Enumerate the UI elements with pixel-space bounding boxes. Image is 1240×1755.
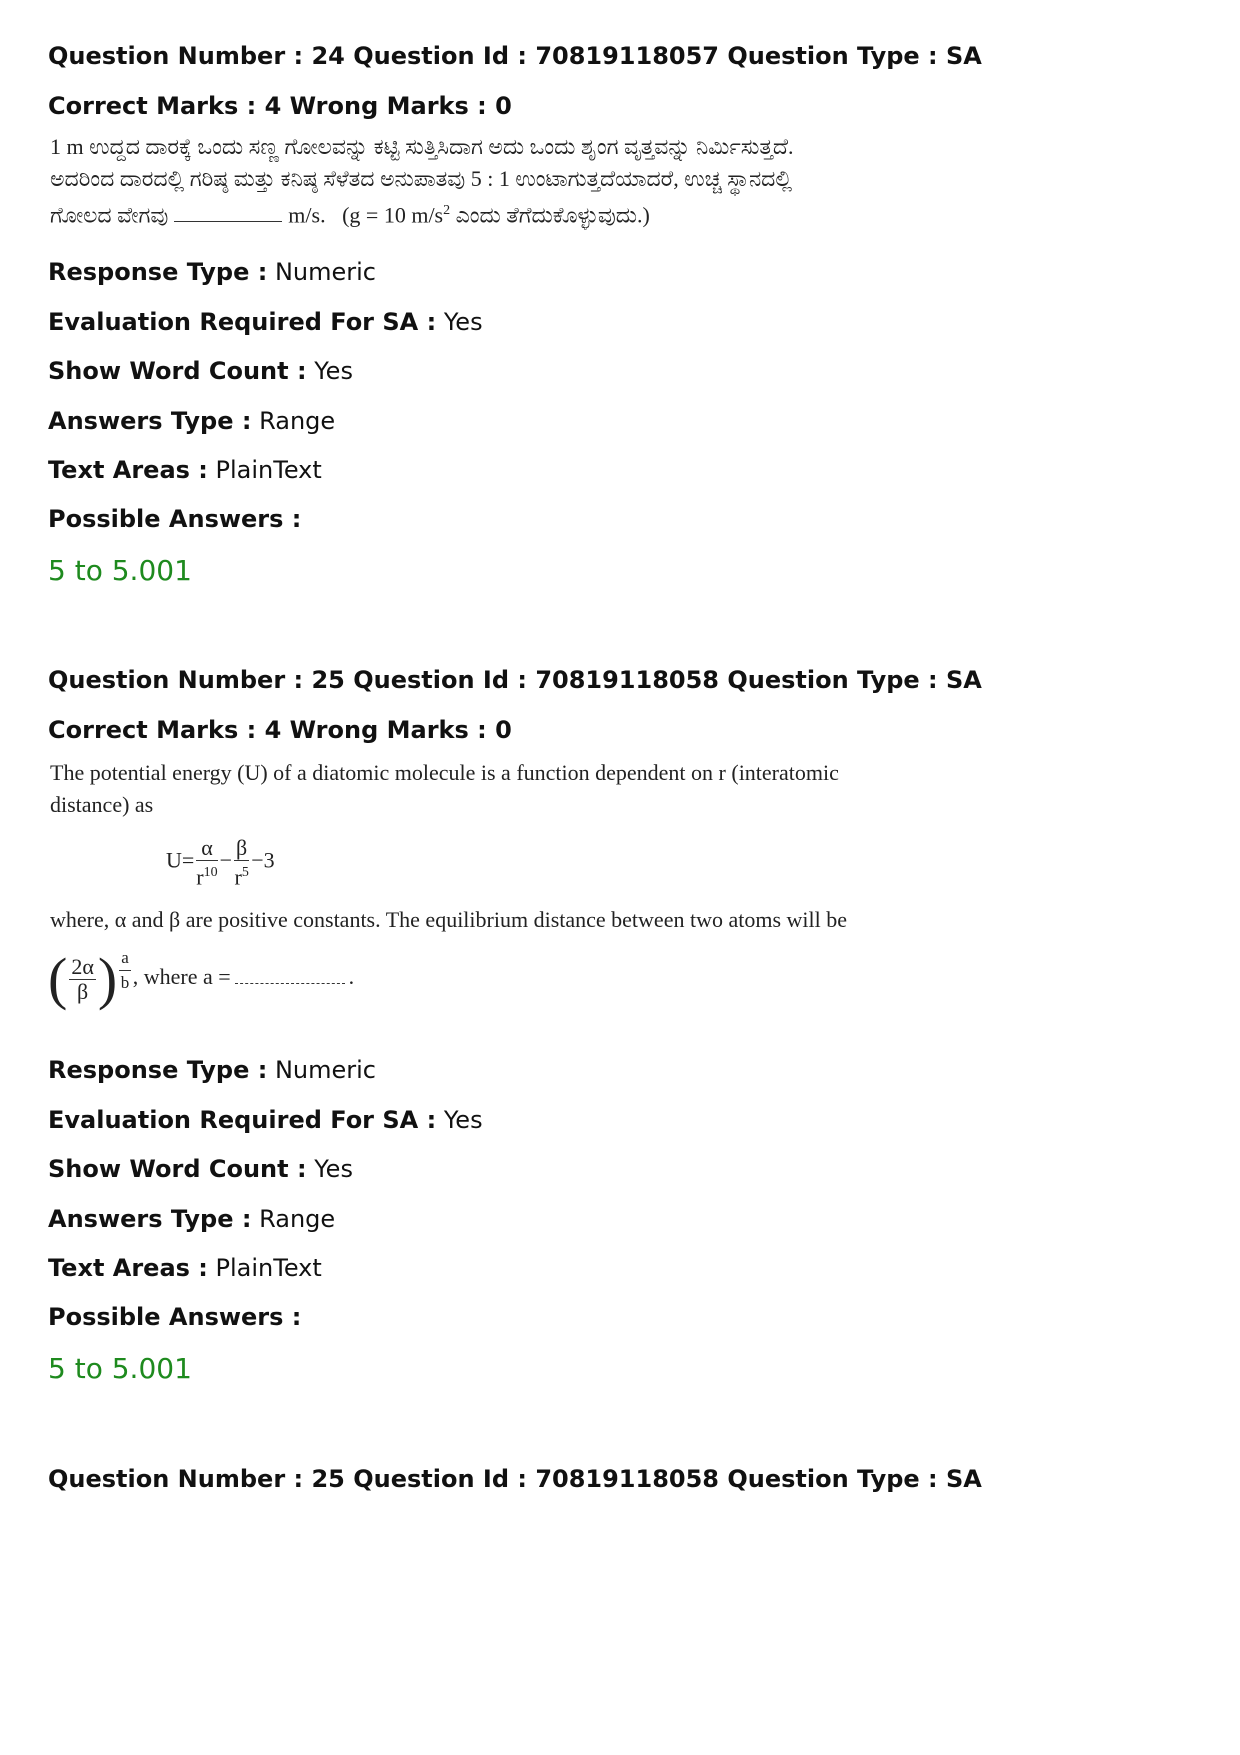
q25-response-type	[48, 1056, 376, 1084]
eq2-fraction	[69, 955, 96, 1004]
question-24-unit: m/s.	[288, 202, 326, 228]
eq-r-exp: 5	[241, 865, 249, 880]
field-value: Numeric	[274, 258, 376, 286]
question-25-line-1: The potential energy (U) of a diatomic molecule is a function dependent on r (interatomic	[50, 760, 839, 785]
field-value: Range	[259, 407, 336, 435]
equilibrium-distance-expression	[48, 946, 355, 1011]
q24-possible-answers	[48, 505, 301, 533]
question-24-line-3	[50, 195, 794, 231]
right-paren: )	[97, 946, 118, 1011]
eq2-exp-num: a	[119, 946, 131, 971]
q24-evaluation-required	[48, 308, 483, 336]
question-25-line-3: where, α and β are positive constants. The equilibrium distance between two atoms will be	[50, 907, 847, 932]
q25-possible-answers	[48, 1303, 301, 1331]
field-value: PlainText	[215, 456, 322, 484]
eq-fraction-alpha	[196, 836, 217, 889]
eq-den-r5	[234, 861, 249, 889]
field-label: Answers Type :	[48, 407, 252, 435]
eq-tail: −3	[251, 847, 275, 873]
question-25b-header: Question Number : 25 Question Id : 70819118058 Question Type : SA	[48, 1465, 982, 1493]
q24-response-type	[48, 258, 376, 286]
potential-energy-equation	[166, 836, 275, 889]
q24-text-areas	[48, 456, 322, 484]
q25-answer: 5 to 5.001	[48, 1352, 192, 1385]
field-value: Yes	[443, 1106, 483, 1134]
eq-r: r	[196, 864, 204, 890]
field-label: Possible Answers :	[48, 1303, 302, 1331]
eq2-den: β	[76, 978, 89, 1004]
q25-answers-type	[48, 1205, 335, 1233]
field-label: Show Word Count :	[48, 1155, 307, 1183]
eq-lhs: U=	[166, 847, 195, 873]
question-24-line-3d: ಎಂದು ತೆಗೆದುಕೊಳ್ಳುವುದು.)	[450, 202, 650, 228]
question-25-text-2	[50, 904, 847, 936]
q24-answer: 5 to 5.001	[48, 554, 192, 587]
eq2-exponent	[119, 946, 131, 995]
left-paren: (	[48, 946, 68, 1011]
question-24-line-3a: ಗೋಲದ ವೇಗವು	[50, 202, 169, 228]
field-label: Response Type :	[48, 1056, 268, 1084]
eq-r-exp: 10	[203, 865, 218, 880]
eq-den-r10	[196, 861, 217, 889]
field-label: Text Areas :	[48, 456, 208, 484]
question-24-marks: Correct Marks : 4 Wrong Marks : 0	[48, 92, 512, 120]
q25-show-word-count	[48, 1155, 353, 1183]
eq-num-beta: β	[236, 835, 248, 860]
field-label: Evaluation Required For SA :	[48, 308, 437, 336]
field-label: Evaluation Required For SA :	[48, 1106, 437, 1134]
question-24-gravity-sup: 2	[443, 203, 451, 218]
q24-show-word-count	[48, 357, 353, 385]
field-label: Answers Type :	[48, 1205, 252, 1233]
question-25-marks: Correct Marks : 4 Wrong Marks : 0	[48, 716, 512, 744]
eq2-end: .	[348, 964, 355, 990]
eq-fraction-beta	[234, 836, 249, 889]
question-24-header: Question Number : 24 Question Id : 70819118057 Question Type : SA	[48, 42, 982, 70]
question-25-text	[50, 757, 839, 821]
question-25-header: Question Number : 25 Question Id : 70819118058 Question Type : SA	[48, 666, 982, 694]
question-24-line-1: 1 m ಉದ್ದದ ದಾರಕ್ಕೆ ಒಂದು ಸಣ್ಣ ಗೋಲವನ್ನು ಕಟ್ಟಿ ಸುತ್ತಿಸಿದಾಗ ಅದು ಒಂದು ಶೃಂಗ ವೃತ್ತವನ್ನು ನಿರ್ಮಿಸುತ್ತದೆ.	[50, 134, 794, 159]
q24-answers-type	[48, 407, 335, 435]
eq2-exp-den: b	[120, 973, 130, 992]
field-value: PlainText	[215, 1254, 322, 1282]
eq2-tail: , where a =	[132, 964, 231, 990]
eq2-num: 2α	[71, 953, 94, 979]
field-label: Possible Answers :	[48, 505, 302, 533]
field-value: Range	[259, 1205, 336, 1233]
field-value: Yes	[443, 308, 483, 336]
q25-evaluation-required	[48, 1106, 483, 1134]
field-label: Response Type :	[48, 258, 268, 286]
answer-blank	[235, 983, 345, 984]
question-24-line-2: ಅದರಿಂದ ದಾರದಲ್ಲಿ ಗರಿಷ್ಠ ಮತ್ತು ಕನಿಷ್ಠ ಸೆಳೆತದ ಅನುಪಾತವು 5 : 1 ಉಂಟಾಗುತ್ತದೆಯಾದರೆ, ಉಚ್ಚ ಸ್ಥಾನದಲ್ಲಿ	[50, 166, 793, 191]
answer-blank	[174, 221, 282, 222]
field-value: Numeric	[274, 1056, 376, 1084]
eq-num-alpha: α	[196, 836, 217, 861]
field-value: Yes	[314, 357, 353, 385]
question-25-line-2: distance) as	[50, 792, 154, 817]
field-value: Yes	[314, 1155, 353, 1183]
q25-text-areas	[48, 1254, 322, 1282]
eq-minus: −	[219, 847, 233, 873]
eq-r: r	[234, 864, 242, 890]
field-label: Text Areas :	[48, 1254, 208, 1282]
question-24-gravity: (g = 10 m/s	[342, 202, 444, 228]
field-label: Show Word Count :	[48, 357, 307, 385]
question-24-text	[50, 131, 794, 231]
